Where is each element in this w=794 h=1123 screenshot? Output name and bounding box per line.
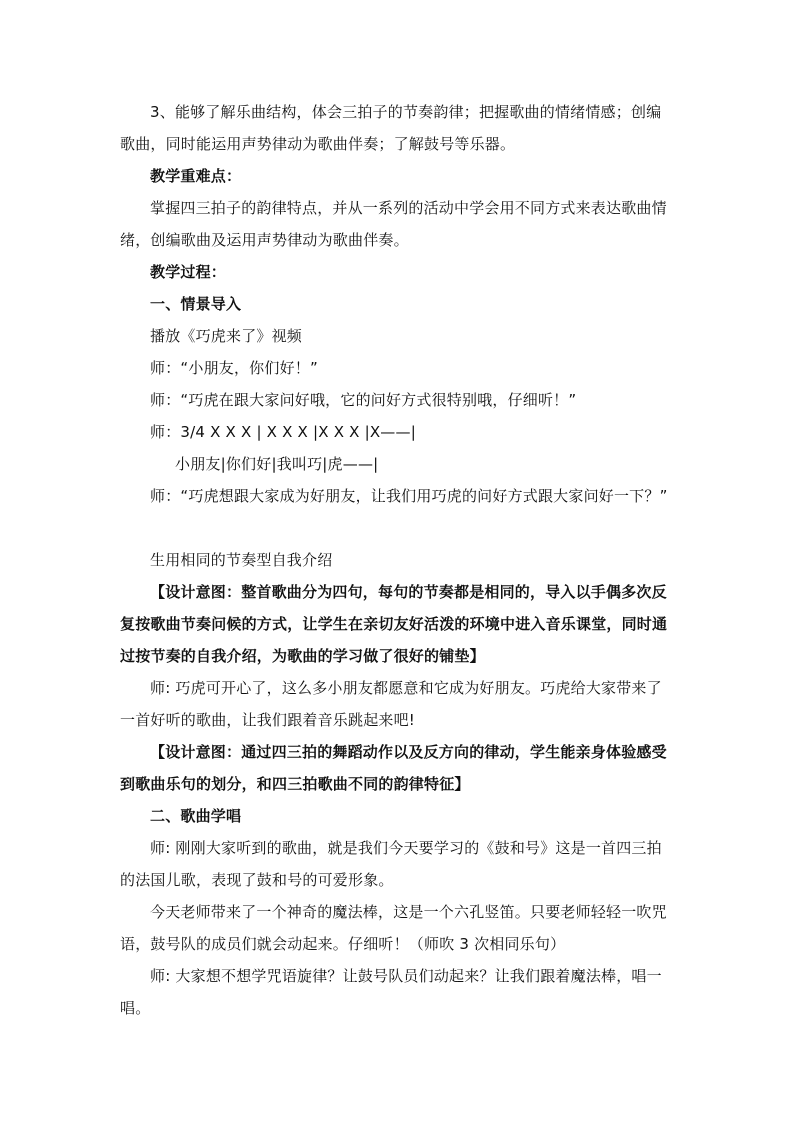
teacher-line-2: 师：“巧虎在跟大家问好哦，它的问好方式很特别哦，仔细听！”	[150, 391, 577, 409]
teacher-line-1: 师：“小朋友，你们好！”	[150, 359, 318, 377]
heading-key-points: 教学重难点：	[150, 167, 242, 185]
heading-process: 教学过程：	[150, 263, 227, 281]
design-intent-2: 【设计意图：通过四三拍的舞蹈动作以及反方向的律动，学生能亲身体验感受到歌曲乐句的划分，和四三拍歌曲不同的韵律特征】	[120, 743, 667, 793]
design-intent-1: 【设计意图：整首歌曲分为四句，每句的节奏都是相同的，导入以手偶多次反复按歌曲节奏问候的方式，让学生在亲切友好活泼的环境中进入音乐课堂，同时通过按节奏的自我介绍，为歌曲的学习做了很好的铺垫】	[120, 583, 668, 665]
rhythm-notation: 师：3/4 X X X | X X X |X X X |X——|	[150, 423, 416, 441]
teacher-line-6: 师: 大家想不想学咒语旋律？让鼓号队员们动起来？让我们跟着魔法棒，唱一唱。	[120, 967, 662, 1017]
key-points-text: 掌握四三拍子的韵律特点，并从一系列的活动中学会用不同方式来表达歌曲情绪，创编歌曲及运用声势律动为歌曲伴奏。	[120, 199, 667, 249]
video-line: 播放《巧虎来了》视频	[150, 327, 303, 345]
student-intro-line: 生用相同的节奏型自我介绍	[150, 551, 333, 569]
objective-3: 3、能够了解乐曲结构，体会三拍子的节奏韵律；把握歌曲的情绪情感；创编歌曲，同时能运用声势律动为歌曲伴奏；了解鼓号等乐器。	[120, 103, 662, 153]
teacher-line-5: 师: 刚刚大家听到的歌曲，就是我们今天要学习的《鼓和号》这是一首四三拍的法国儿歌，表现了鼓和号的可爱形象。	[120, 839, 662, 889]
rhythm-lyrics: 小朋友|你们好|我叫巧|虎——|	[175, 455, 379, 473]
magic-wand-line: 今天老师带来了一个神奇的魔法棒，这是一个六孔竖笛。只要老师轻轻一吹咒语，鼓号队的成员们就会动起来。仔细听！（师吹 3 次相同乐句）	[120, 903, 667, 953]
section-2-heading: 二、歌曲学唱	[150, 807, 242, 825]
section-1-heading: 一、情景导入	[150, 295, 242, 313]
teacher-line-4: 师: 巧虎可开心了，这么多小朋友都愿意和它成为好朋友。巧虎给大家带来了一首好听的歌曲，让我们跟着音乐跳起来吧!	[120, 679, 662, 729]
teacher-line-3: 师：“巧虎想跟大家成为好朋友，让我们用巧虎的问好方式跟大家问好一下？”	[150, 487, 668, 505]
